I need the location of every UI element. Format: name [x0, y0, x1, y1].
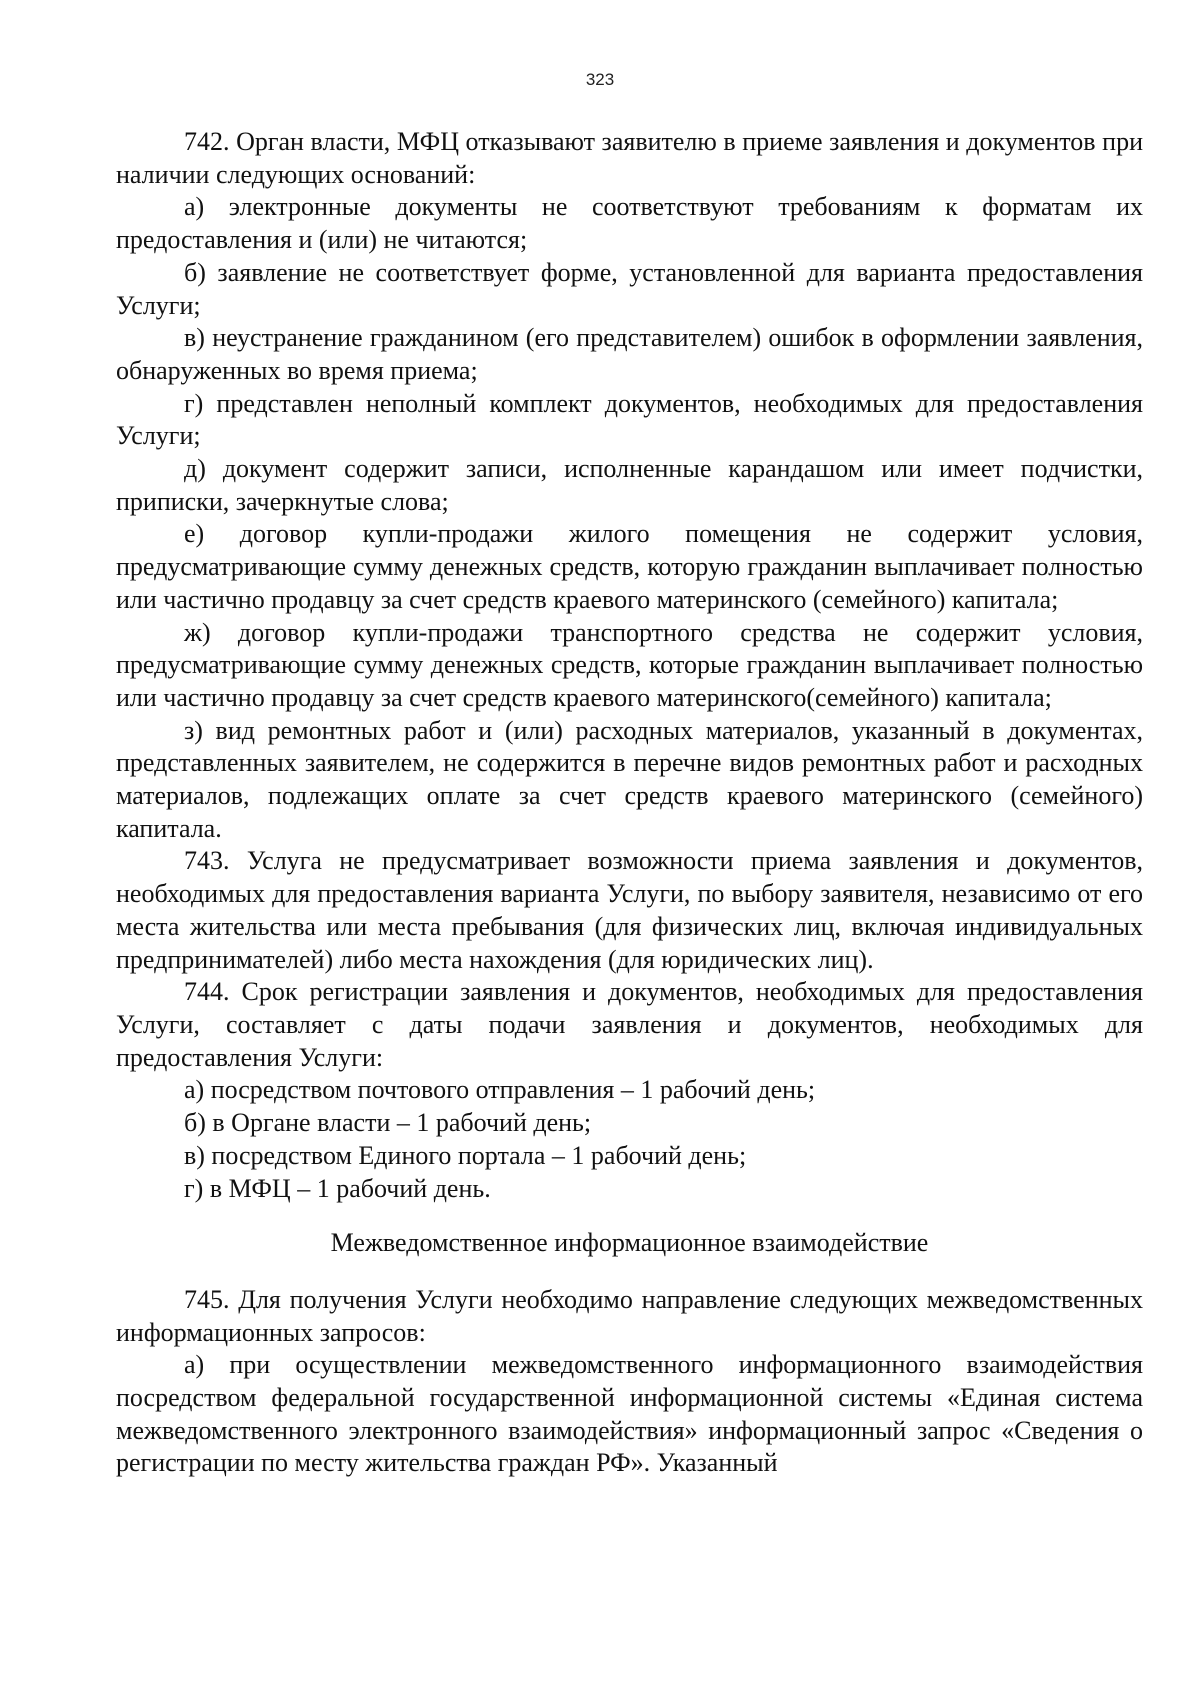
- list-item-745-a: а) при осуществлении межведомственного информационного взаимодействия посредством федеральной государственной информационной системы «Единая система межведомственного электронного взаимодействия» информационный запрос «Сведения о регистрации по месту жительства граждан РФ». Указанный: [116, 1350, 1143, 1478]
- paragraph-743: 743. Услуга не предусматривает возможности приема заявления и документов, необходимых для предоставления варианта Услуги, по выбору заявителя, независимо от его места жительства или места пребывания (для физических лиц, включая индивидуальных предпринимателей) либо места нахождения (для юридических лиц).: [116, 846, 1143, 974]
- paragraph-742: 742. Орган власти, МФЦ отказывают заявителю в приеме заявления и документов при наличии следующих оснований:: [116, 127, 1143, 189]
- document-body: [116, 126, 1143, 1480]
- list-item-742-z: з) вид ремонтных работ и (или) расходных материалов, указанный в документах, представленных заявителем, не содержится в перечне видов ремонтных работ и расходных материалов, подлежащих оплате за счет средств краевого материнского (семейного) капитала.: [116, 715, 1143, 843]
- section-heading: Межведомственное информационное взаимодействие: [330, 1228, 929, 1258]
- list-item-742-e: е) договор купли-продажи жилого помещения не содержит условия, предусматривающие сумму денежных средств, которую гражданин выплачивает полностью или частично продавцу за счет средств краевого материнского (семейного) капитала;: [116, 519, 1143, 614]
- list-item-742-d: д) документ содержит записи, исполненные карандашом или имеет подчистки, приписки, зачеркнутые слова;: [116, 454, 1143, 516]
- list-item-742-a: а) электронные документы не соответствуют требованиям к форматам их предоставления и (или) не читаются;: [116, 192, 1143, 255]
- paragraph-745: 745. Для получения Услуги необходимо направление следующих межведомственных информационных запросов:: [116, 1284, 1143, 1347]
- list-item-742-g: г) представлен неполный комплект документов, необходимых для предоставления Услуги;: [116, 388, 1143, 451]
- paragraph-744: 744. Срок регистрации заявления и документов, необходимых для предоставления Услуги, составляет с даты подачи заявления и документов, необходимых для предоставления Услуги:: [116, 977, 1143, 1072]
- page-number: 323: [585, 70, 615, 89]
- list-item-744-b: б) в Органе власти – 1 рабочий день;: [184, 1108, 592, 1138]
- list-item-742-v: в) неустранение гражданином (его представителем) ошибок в оформлении заявления, обнаруженных во время приема;: [116, 323, 1143, 385]
- list-item-742-zh: ж) договор купли-продажи транспортного средства не содержит условия, предусматривающие сумму денежных средств, которые гражданин выплачивает полностью или частично продавцу за счет средств краевого материнского(семейного) капитала;: [116, 617, 1143, 712]
- list-item-742-b: б) заявление не соответствует форме, установленной для варианта предоставления Услуги;: [116, 257, 1143, 320]
- list-item-744-g: г) в МФЦ – 1 рабочий день.: [184, 1173, 491, 1203]
- list-item-744-a: а) посредством почтового отправления – 1 рабочий день;: [184, 1075, 816, 1105]
- list-item-744-v: в) посредством Единого портала – 1 рабочий день;: [184, 1140, 747, 1170]
